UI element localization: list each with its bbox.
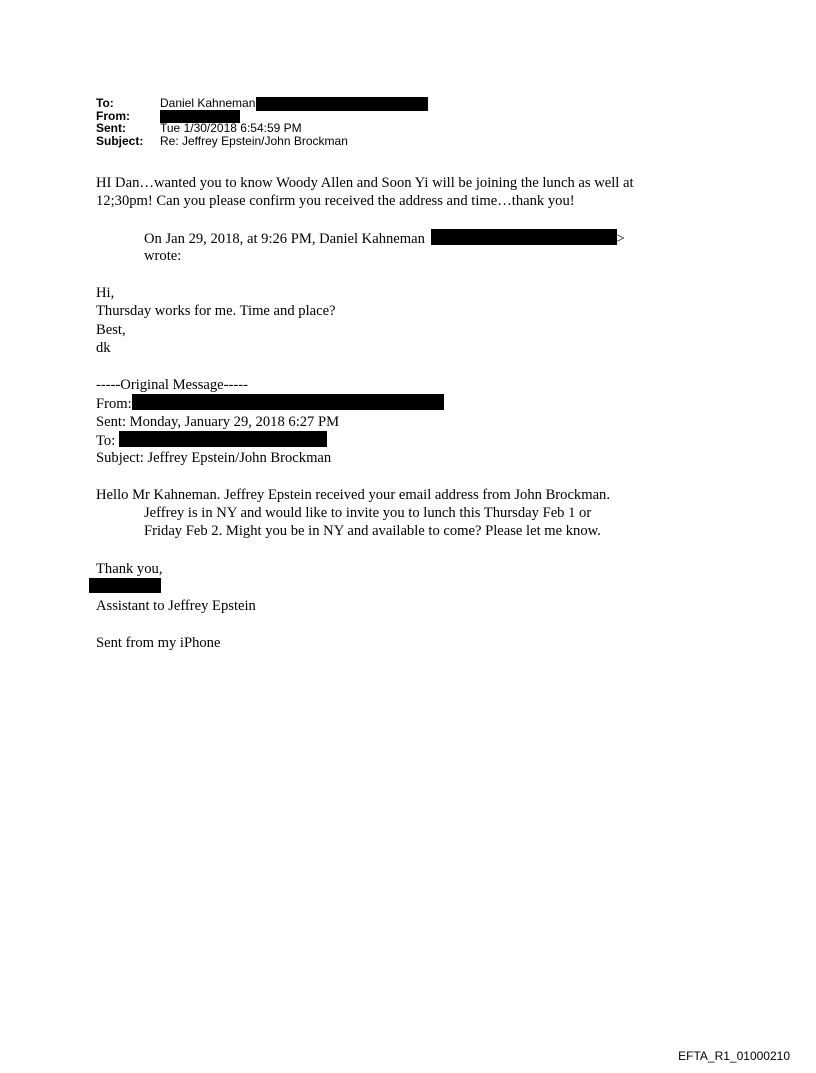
invite-indented	[144, 504, 601, 541]
dk-body: Thursday works for me. Time and place?	[96, 303, 336, 320]
quote-intro	[144, 229, 625, 266]
redaction-bar	[132, 394, 444, 410]
signoff-thanks: Thank you,	[96, 561, 163, 577]
quote-intro-line: wrote:	[144, 248, 182, 265]
sent-label: Sent:	[96, 121, 126, 135]
original-separator: -----Original Message-----	[96, 377, 248, 393]
redaction-bar	[119, 431, 327, 447]
redaction-bar	[89, 578, 161, 593]
to-label: To:	[96, 96, 114, 110]
dk-closing: Best,	[96, 321, 126, 338]
reply-line: HI Dan…wanted you to know Woody Allen and Soon Yi will be joining the lunch as well at	[96, 175, 634, 191]
sent-value: Tue 1/30/2018 6:54:59 PM	[160, 121, 302, 135]
invite-line: Friday Feb 2. Might you be in NY and available to come? Please let me know.	[144, 523, 601, 540]
subject-value: Re: Jeffrey Epstein/John Brockman	[160, 133, 348, 148]
from-label: From:	[96, 108, 130, 123]
to-value: Daniel Kahneman	[160, 96, 256, 110]
reply-line: 12;30pm! Can you please confirm you received the address and time…thank you!	[96, 193, 575, 210]
redaction-bar	[431, 229, 617, 245]
original-from-line: From:	[96, 394, 444, 412]
subject-label: Subject:	[96, 133, 144, 148]
original-subject-line: Subject: Jeffrey Epstein/John Brockman	[96, 450, 332, 467]
redaction-bar	[256, 97, 428, 111]
dk-reply	[96, 284, 336, 357]
quote-intro-line: On Jan 29, 2018, at 9:26 PM, Daniel Kahneman >	[144, 231, 625, 247]
invite-line-1: Hello Mr Kahneman. Jeffrey Epstein received your email address from John Brockman.	[96, 487, 611, 503]
original-to-line: To:	[96, 431, 444, 449]
original-sent-line: Sent: Monday, January 29, 2018 6:27 PM	[96, 413, 340, 430]
invite-line: Jeffrey is in NY and would like to invite you to lunch this Thursday Feb 1 or	[144, 505, 592, 521]
document-id: EFTA_R1_01000210	[678, 1049, 790, 1063]
reply-body	[96, 174, 634, 211]
signoff-title: Assistant to Jeffrey Epstein	[96, 598, 256, 614]
dk-signature: dk	[96, 339, 111, 356]
signoff-sent-from: Sent from my iPhone	[96, 635, 221, 651]
original-message	[96, 376, 444, 467]
dk-greeting: Hi,	[96, 285, 115, 301]
